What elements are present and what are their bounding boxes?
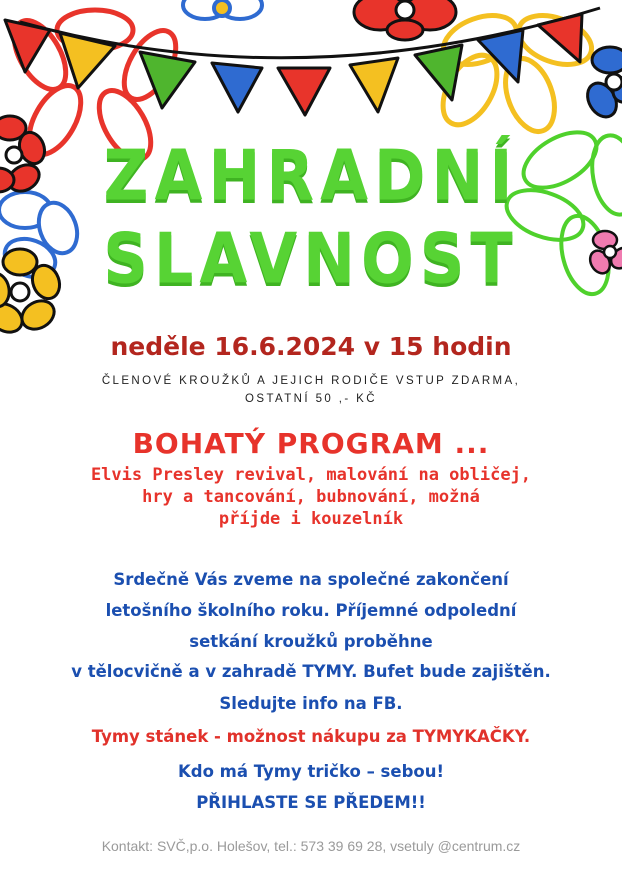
poster-title-line2: SLAVNOST bbox=[103, 217, 519, 300]
bunting-flag bbox=[415, 45, 462, 100]
bunting-flag bbox=[5, 20, 50, 72]
admission-text-line1: ČLENOVÉ KROUŽKŮ A JEJICH RODIČE VSTUP ZDARMA, bbox=[101, 375, 521, 387]
invitation-line: v tělocvičně a v zahradě TYMY. Bufet bude zajištěn. bbox=[71, 662, 551, 681]
flower-red-top bbox=[354, 0, 456, 40]
stand-info-line: Tymy stánek - možnost nákupu za TYMYKAČKY. bbox=[91, 727, 531, 746]
bunting-flag bbox=[478, 30, 523, 82]
invitation-line: letošního školního roku. Příjemné odpolední bbox=[105, 601, 517, 620]
flower-blue-right bbox=[582, 47, 622, 122]
bunting-flag bbox=[212, 63, 262, 112]
bunting-flag bbox=[350, 58, 398, 112]
program-heading: BOHATÝ PROGRAM ... bbox=[132, 427, 490, 460]
bunting-flag bbox=[278, 68, 330, 115]
event-date: neděle 16.6.2024 v 15 hodin bbox=[110, 332, 512, 361]
contact-info: Kontakt: SVČ,p.o. Holešov, tel.: 573 39 69 28, vsetuly @centrum.cz bbox=[101, 838, 521, 854]
poster-title-line1: ZAHRADNÍ bbox=[103, 134, 519, 217]
program-line: příjde i kouzelník bbox=[218, 509, 404, 529]
bunting-flag bbox=[60, 33, 115, 88]
bunting-flags bbox=[5, 14, 582, 115]
bunting-string bbox=[20, 8, 600, 58]
bunting-flag bbox=[140, 52, 195, 108]
registration-notice: PŘIHLASTE SE PŘEDEM!! bbox=[196, 793, 426, 812]
flower-yellow-outline-top-right bbox=[432, 6, 598, 138]
invitation-line: Srdečně Vás zveme na společné zakončení bbox=[113, 570, 509, 589]
admission-text-line2: OSTATNÍ 50 ,- KČ bbox=[245, 393, 377, 405]
bunting-flag bbox=[538, 14, 582, 62]
facebook-info-line: Sledujte info na FB. bbox=[219, 694, 403, 713]
tshirt-info-line: Kdo má Tymy tričko – sebou! bbox=[178, 762, 444, 781]
program-line: hry a tancování, bubnování, možná bbox=[142, 487, 480, 507]
flower-blue-top bbox=[183, 0, 262, 19]
invitation-line: setkání kroužků proběhne bbox=[189, 632, 433, 651]
program-line: Elvis Presley revival, malování na obličej, bbox=[90, 465, 532, 485]
